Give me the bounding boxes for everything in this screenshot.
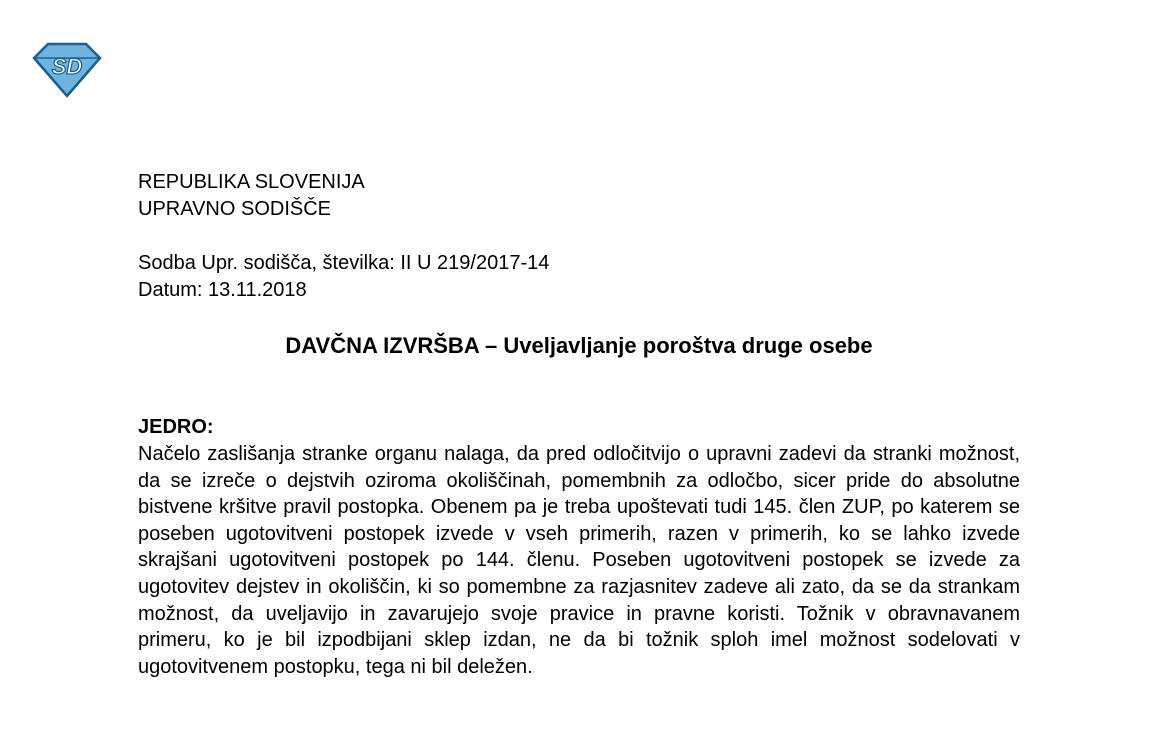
document-title: DAVČNA IZVRŠBA – Uveljavljanje poroštva druge osebe <box>285 333 873 358</box>
section-heading: JEDRO: <box>138 416 214 438</box>
sd-logo <box>30 40 104 100</box>
logo-text: SD <box>51 54 83 79</box>
case-number: Sodba Upr. sodišča, številka: II U 219/2017-14 <box>138 252 550 274</box>
case-date: Datum: 13.11.2018 <box>138 279 307 301</box>
section-paragraph: Načelo zaslišanja stranke organu nalaga, da pred odločitvijo o upravni zadevi da stranki možnost, da se izreče o dejstvih oziroma okoliščinah, pomembnih za odločbo, sicer pride do absolutne bistvene kršitve pravil postopka. Obenem pa je treba upoštevati tudi 145. člen ZUP, po katerem se poseben ugotovitveni postopek izvede v vseh primerih, razen v primerih, ko se lahko izvede skrajšani ugotovitveni postopek po 144. členu. Poseben ugotovitveni postopek se izvede za ugotovitev dejstev in okoliščin, ki so pomembne za razjasnitev zadeve ali zato, da se da strankam možnost, da uveljavijo in zavarujejo svoje pravice in pravne koristi. Tožnik v obravnavanem primeru, ko je bil izpodbijani sklep izdan, ne da bi tožnik sploh imel možnost sodelovati v ugotovitvenem postopku, tega ni bil deležen. <box>138 443 1020 678</box>
header-country: REPUBLIKA SLOVENIJA <box>138 171 365 193</box>
sd-diamond-logo-icon <box>30 40 104 100</box>
header-court: UPRAVNO SODIŠČE <box>138 198 331 220</box>
